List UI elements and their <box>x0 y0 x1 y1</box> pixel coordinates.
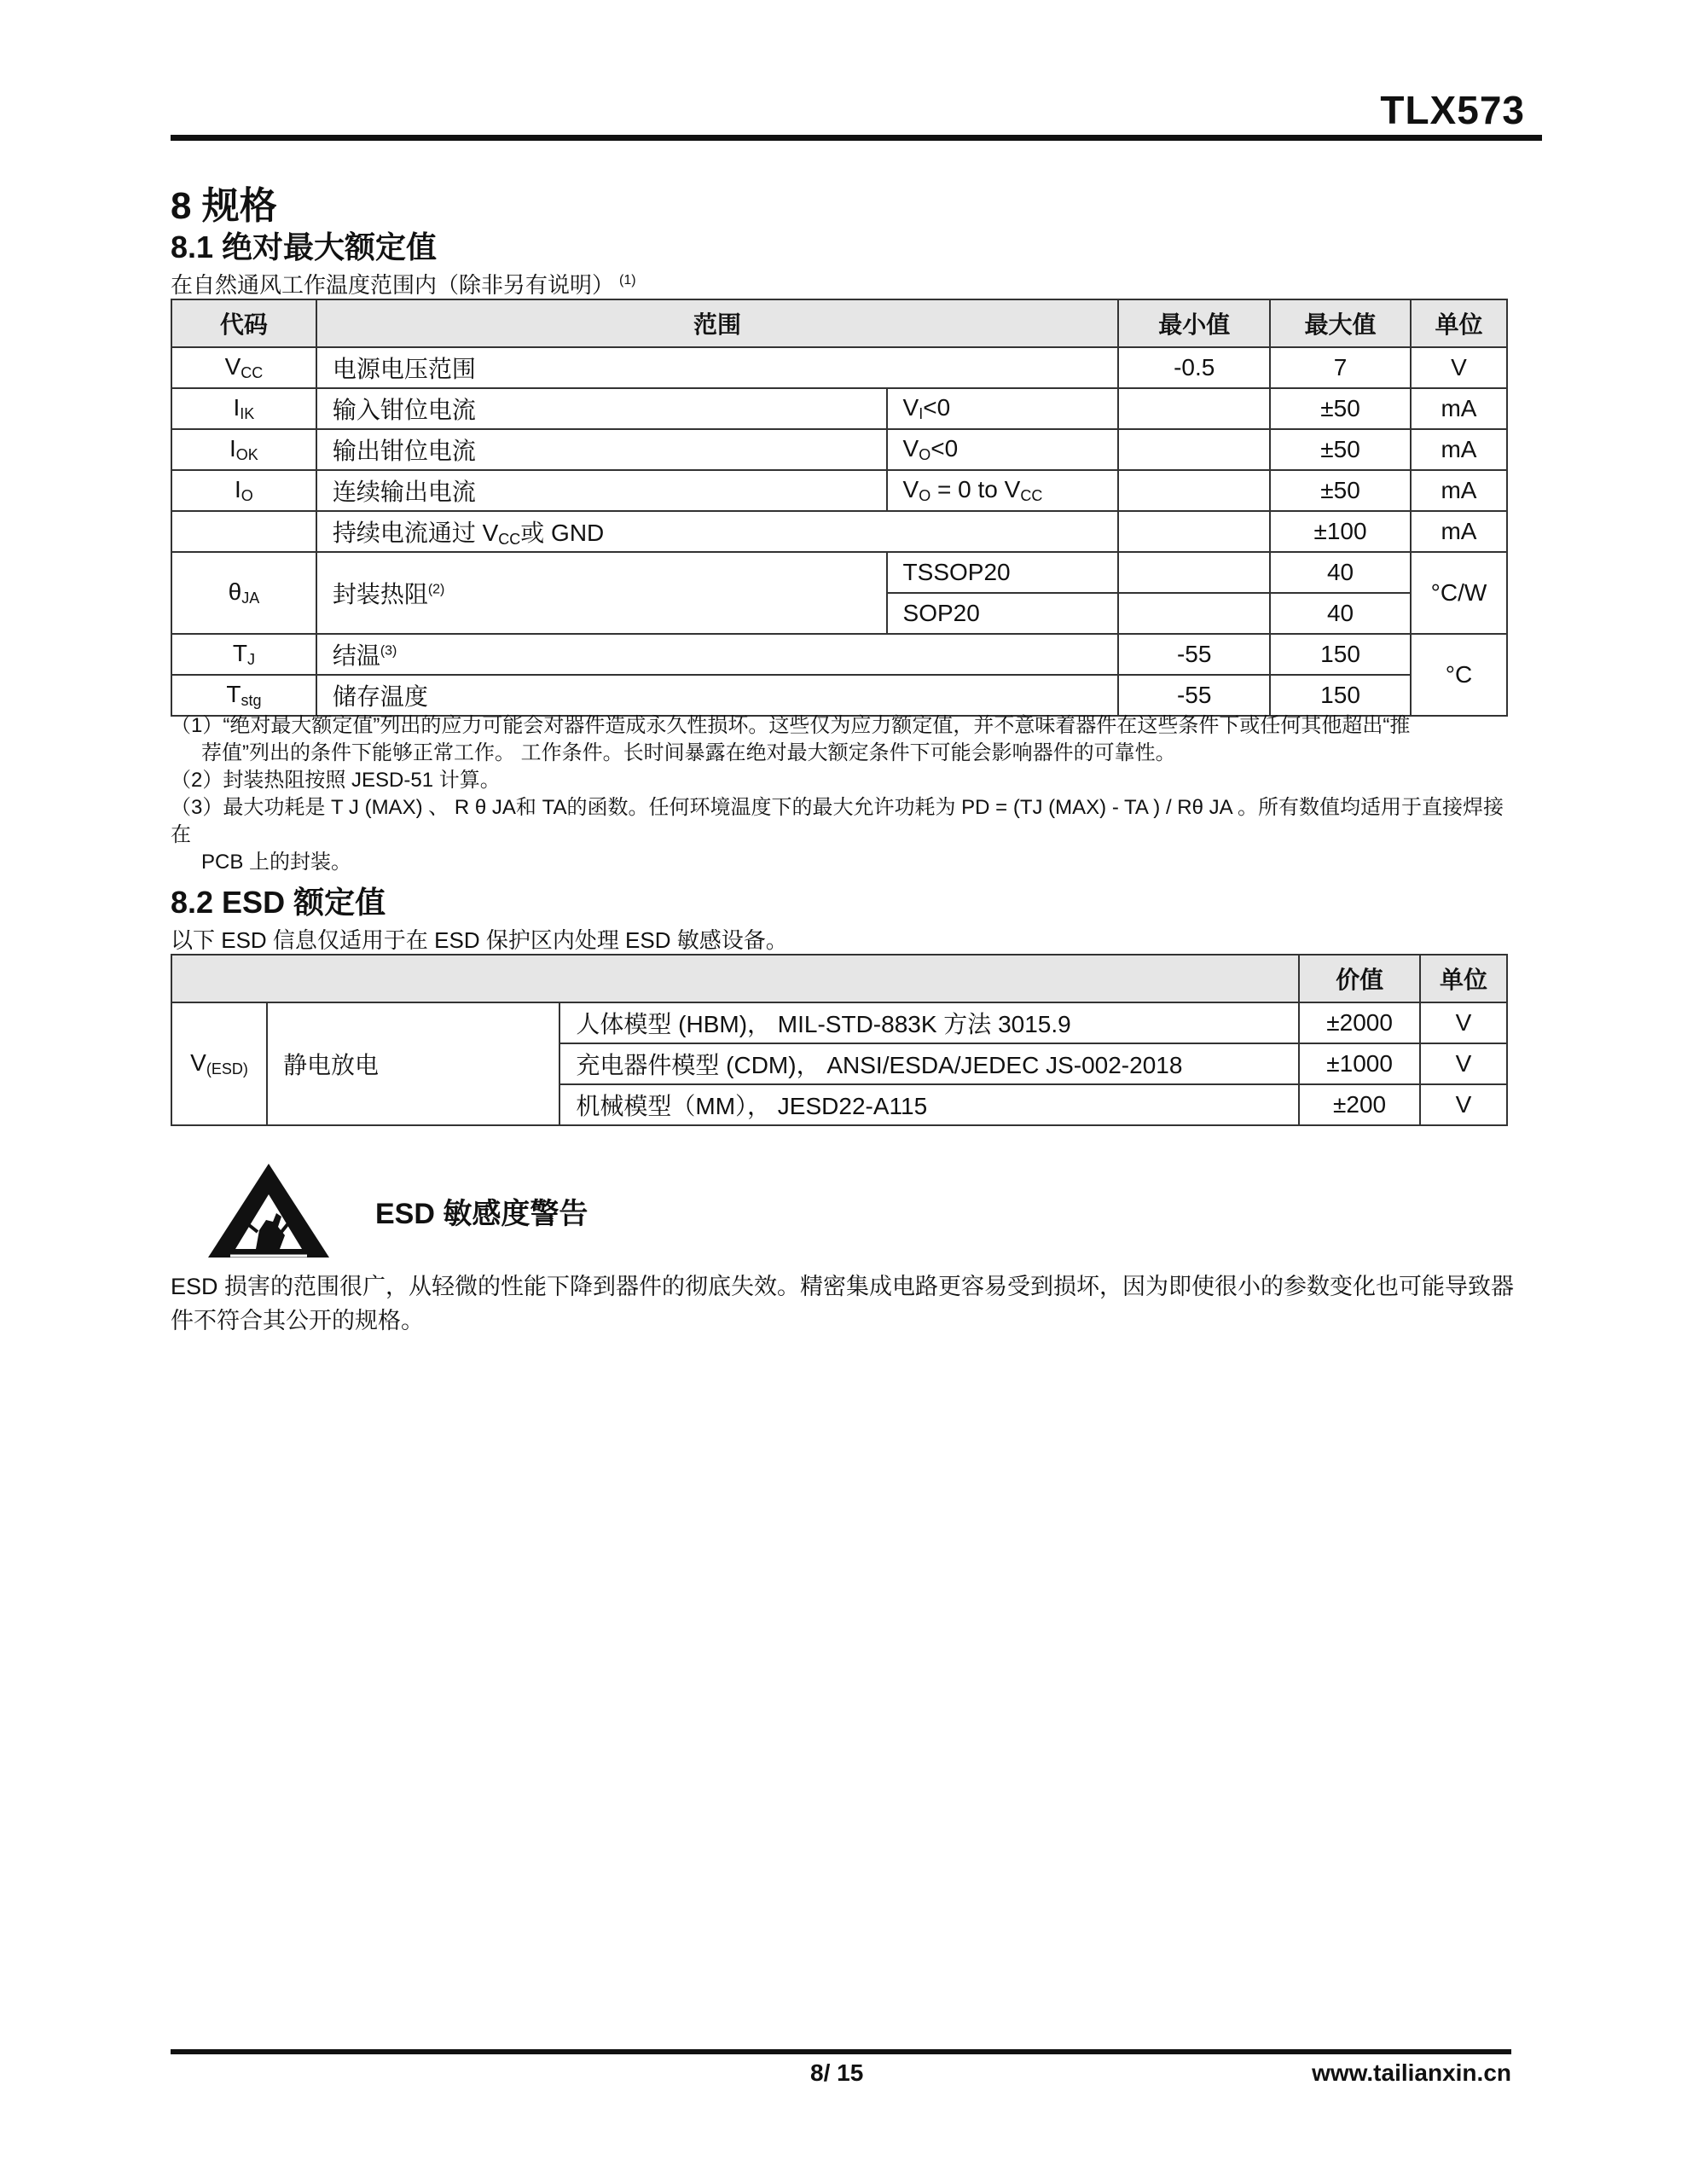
desc-cell: 储存温度 <box>316 675 1119 716</box>
unit-cell: V <box>1420 1084 1507 1125</box>
part-number: TLX573 <box>1380 88 1525 132</box>
header-code: 代码 <box>171 299 316 347</box>
esd-warning-title: ESD 敏感度警告 <box>375 1198 588 1230</box>
page-number: 8/ 15 <box>810 2059 864 2086</box>
table-row <box>171 634 1507 675</box>
table-header-row <box>171 955 1507 1002</box>
desc-cell: 结温$^{(3)}$ <box>316 634 1119 675</box>
unit-cell: °C/W <box>1411 552 1507 634</box>
website-link[interactable]: www.tailianxin.cn <box>1312 2059 1511 2086</box>
desc-cell: 电源电压范围 <box>316 347 1119 388</box>
max-cell: 40 <box>1270 552 1411 593</box>
unit-cell: V <box>1420 1043 1507 1084</box>
esd-table <box>171 954 1508 1126</box>
header-rule <box>171 135 1542 141</box>
code-cell: $I_{IK}$ <box>171 388 316 429</box>
table-row <box>171 388 1507 429</box>
min-cell <box>1118 470 1270 511</box>
abs-max-title: 8.1 绝对最大额定值 <box>171 229 438 264</box>
code-cell: $I_{OK}$ <box>171 429 316 470</box>
pkg-cell: SOP20 <box>887 593 1119 634</box>
header-range: 范围 <box>316 299 1119 347</box>
min-cell <box>1118 511 1270 552</box>
min-cell <box>1118 429 1270 470</box>
esd-caption: 以下 ESD 信息仅适用于在 ESD 保护区内处理 ESD 敏感设备。 <box>171 927 788 953</box>
code-cell: $V_{CC}$ <box>171 347 316 388</box>
esd-warning-icon <box>205 1160 333 1261</box>
code-cell: $T_{stg}$ <box>171 675 316 716</box>
footer-rule <box>171 2049 1511 2054</box>
model-cell: 人体模型 (HBM)， MIL-STD-883K 方法 3015.9 <box>559 1002 1299 1043</box>
abs-max-caption: 在自然通风工作温度范围内（除非另有说明） $^{(1)}$ <box>171 272 636 298</box>
value-cell: ±2000 <box>1299 1002 1420 1043</box>
max-cell: ±50 <box>1270 388 1411 429</box>
header-min: 最小值 <box>1118 299 1270 347</box>
desc-cell: 输入钳位电流 <box>316 388 887 429</box>
max-cell: 40 <box>1270 593 1411 634</box>
cond-cell: $V_O = 0$ to $V_{CC}$ <box>887 470 1119 511</box>
max-cell: 150 <box>1270 675 1411 716</box>
header-max: 最大值 <box>1270 299 1411 347</box>
min-cell: -55 <box>1118 675 1270 716</box>
unit-cell: V <box>1411 347 1507 388</box>
unit-cell: mA <box>1411 429 1507 470</box>
abs-max-notes <box>171 712 1518 876</box>
unit-cell: mA <box>1411 470 1507 511</box>
unit-cell: V <box>1420 1002 1507 1043</box>
abs-max-table <box>171 299 1508 717</box>
cond-cell: $V_I<0$ <box>887 388 1119 429</box>
esd-warning-text: ESD 损害的范围很广，从轻微的性能下降到器件的彻底失效。精密集成电路更容易受到损坏，因为即使很小的参数变化也可能导致器件不符合其公开的规格。 <box>171 1274 1515 1333</box>
note-1-line-2: 荐值”列出的条件下能够正常工作。 工作条件。长时间暴露在绝对最大额定条件下可能会影响器件的可靠性。 <box>201 741 1176 764</box>
unit-cell: mA <box>1411 388 1507 429</box>
desc-cell: 输出钳位电流 <box>316 429 887 470</box>
esd-title: 8.2 ESD 额定值 <box>171 885 386 920</box>
header-unit: 单位 <box>1420 955 1507 1002</box>
table-header-row <box>171 299 1507 347</box>
min-cell: -0.5 <box>1118 347 1270 388</box>
min-cell: -55 <box>1118 634 1270 675</box>
note-2: （2）封装热阻按照 JESD-51 计算。 <box>171 769 501 792</box>
desc-cell: 持续电流通过 $V_{CC}$或 GND <box>316 511 1119 552</box>
table-row <box>171 429 1507 470</box>
table-row <box>171 347 1507 388</box>
table-row <box>171 552 1507 593</box>
model-cell: 机械模型（MM）， JESD22-A115 <box>559 1084 1299 1125</box>
unit-cell: °C <box>1411 634 1507 716</box>
model-cell: 充电器件模型 (CDM)， ANSI/ESDA/JEDEC JS-002-2018 <box>559 1043 1299 1084</box>
min-cell <box>1118 593 1270 634</box>
cond-cell: $V_O<0$ <box>887 429 1119 470</box>
max-cell: 7 <box>1270 347 1411 388</box>
note-3-line-2: PCB 上的封装。 <box>201 851 352 874</box>
desc-cell: 静电放电 <box>267 1002 559 1125</box>
header-unit: 单位 <box>1411 299 1507 347</box>
min-cell <box>1118 552 1270 593</box>
code-cell: $I_O$ <box>171 470 316 511</box>
desc-cell: 连续输出电流 <box>316 470 887 511</box>
note-3-line-1: （3）最大功耗是 T J (MAX) 、 R θ JA和 TA的函数。任何环境温度下的最大允许功耗为 PD = (TJ (MAX) - TA ) / Rθ JA 。所有数值均适用于直接焊接在 <box>171 796 1504 846</box>
desc-cell: 封装热阻$^{(2)}$ <box>316 552 887 634</box>
unit-cell: mA <box>1411 511 1507 552</box>
table-row <box>171 511 1507 552</box>
max-cell: ±50 <box>1270 470 1411 511</box>
value-cell: ±200 <box>1299 1084 1420 1125</box>
note-1-line-1: （1）“绝对最大额定值”列出的应力可能会对器件造成永久性损坏。这些仅为应力额定值，并不意味着器件在这些条件下或任何其他超出“推 <box>171 714 1411 737</box>
max-cell: ±50 <box>1270 429 1411 470</box>
code-cell: $T_J$ <box>171 634 316 675</box>
max-cell: ±100 <box>1270 511 1411 552</box>
table-row <box>171 675 1507 716</box>
table-row <box>171 1002 1507 1043</box>
pkg-cell: TSSOP20 <box>887 552 1119 593</box>
code-cell: $V_{(ESD)}$ <box>171 1002 267 1125</box>
code-cell: $\theta_{JA}$ <box>171 552 316 634</box>
section-title: 8 规格 <box>171 185 277 227</box>
min-cell <box>1118 388 1270 429</box>
table-row <box>171 470 1507 511</box>
header-blank <box>171 955 1299 1002</box>
header-value: 价值 <box>1299 955 1420 1002</box>
code-cell <box>171 511 316 552</box>
value-cell: ±1000 <box>1299 1043 1420 1084</box>
max-cell: 150 <box>1270 634 1411 675</box>
